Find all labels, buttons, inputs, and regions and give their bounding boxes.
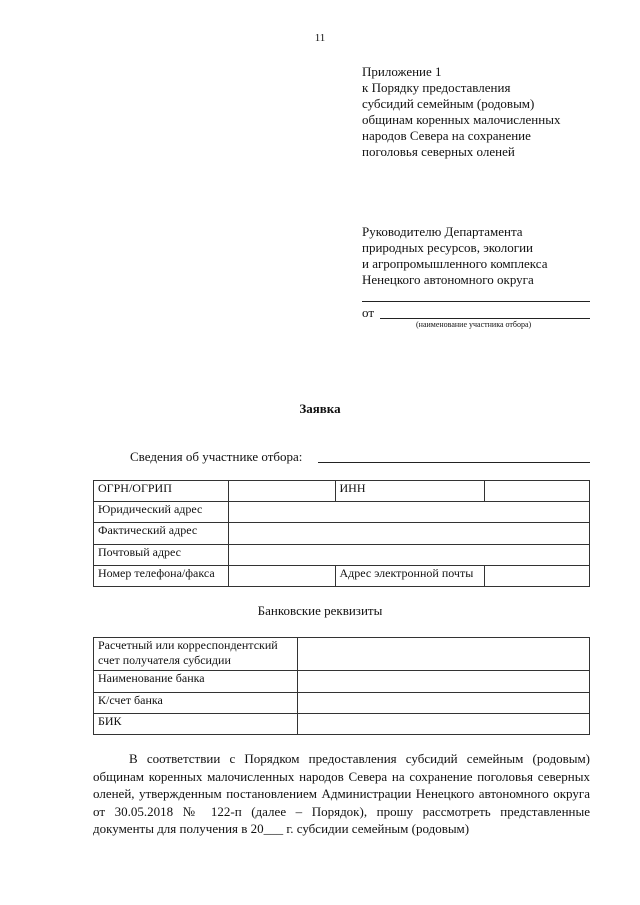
- appendix-line: Приложение 1: [362, 64, 442, 79]
- postal-address-label: Почтовый адрес: [94, 545, 229, 566]
- actual-address-label: Фактический адрес: [94, 523, 229, 545]
- addressee-block: [362, 224, 547, 288]
- bank-table: [93, 637, 590, 735]
- inn-value[interactable]: [485, 481, 590, 502]
- addressee-line: и агропромышленного комплекса: [362, 256, 548, 271]
- body-paragraph: В соответствии с Порядком предоставления субсидий семейным (родовым) общинам коренных малочисленных народов Севера на сохранение поголовья северных оленей, утвержденным постановлением Администрации Ненецкого автономного округа от 30.05.2018 № 122-п (далее – Порядок), прошу рассмотреть представленные документы для получения в 20___ г. субсидии семейным (родовым): [93, 751, 590, 836]
- corr-account-label: К/счет банка: [94, 693, 298, 714]
- from-label: от: [362, 305, 375, 320]
- appendix-line: народов Севера на сохранение: [362, 128, 531, 143]
- account-label-line: счет получателя субсидии: [98, 653, 231, 667]
- addressee-line: Руководителю Департамента: [362, 224, 523, 239]
- corr-account-value[interactable]: [297, 693, 589, 714]
- participant-info-label: Сведения об участнике отбора:: [130, 449, 303, 464]
- page-number: 11: [314, 32, 326, 44]
- legal-address-label: Юридический адрес: [94, 502, 229, 523]
- participant-table: [93, 480, 590, 587]
- account-label: [94, 638, 298, 671]
- bik-value[interactable]: [297, 714, 589, 735]
- inn-label: ИНН: [335, 481, 485, 502]
- bank-details-title: Банковские реквизиты: [257, 603, 383, 618]
- account-value[interactable]: [297, 638, 589, 671]
- appendix-line: к Порядку предоставления: [362, 80, 511, 95]
- participant-blank-line: [318, 462, 590, 463]
- addressee-blank-line: [362, 301, 590, 302]
- ogrn-value[interactable]: [228, 481, 335, 502]
- ogrn-label: ОГРН/ОГРИП: [94, 481, 229, 502]
- addressee-line: природных ресурсов, экологии: [362, 240, 533, 255]
- appendix-line: поголовья северных оленей: [362, 144, 515, 159]
- account-label-line: Расчетный или корреспондентский: [98, 638, 278, 652]
- from-blank-line: [380, 318, 590, 319]
- phone-value[interactable]: [228, 566, 335, 587]
- from-hint: (наименование участника отбора): [416, 320, 532, 329]
- addressee-line: Ненецкого автономного округа: [362, 272, 534, 287]
- legal-address-value[interactable]: [228, 502, 589, 523]
- appendix-line: субсидий семейным (родовым): [362, 96, 535, 111]
- bank-name-label: Наименование банка: [94, 671, 298, 693]
- phone-label: Номер телефона/факса: [94, 566, 229, 587]
- actual-address-value[interactable]: [228, 523, 589, 545]
- appendix-block: [362, 64, 560, 160]
- bik-label: БИК: [94, 714, 298, 735]
- document-title: Заявка: [299, 401, 341, 416]
- postal-address-value[interactable]: [228, 545, 589, 566]
- appendix-line: общинам коренных малочисленных: [362, 112, 561, 127]
- email-value[interactable]: [485, 566, 590, 587]
- bank-name-value[interactable]: [297, 671, 589, 693]
- email-label: Адрес электронной почты: [335, 566, 485, 587]
